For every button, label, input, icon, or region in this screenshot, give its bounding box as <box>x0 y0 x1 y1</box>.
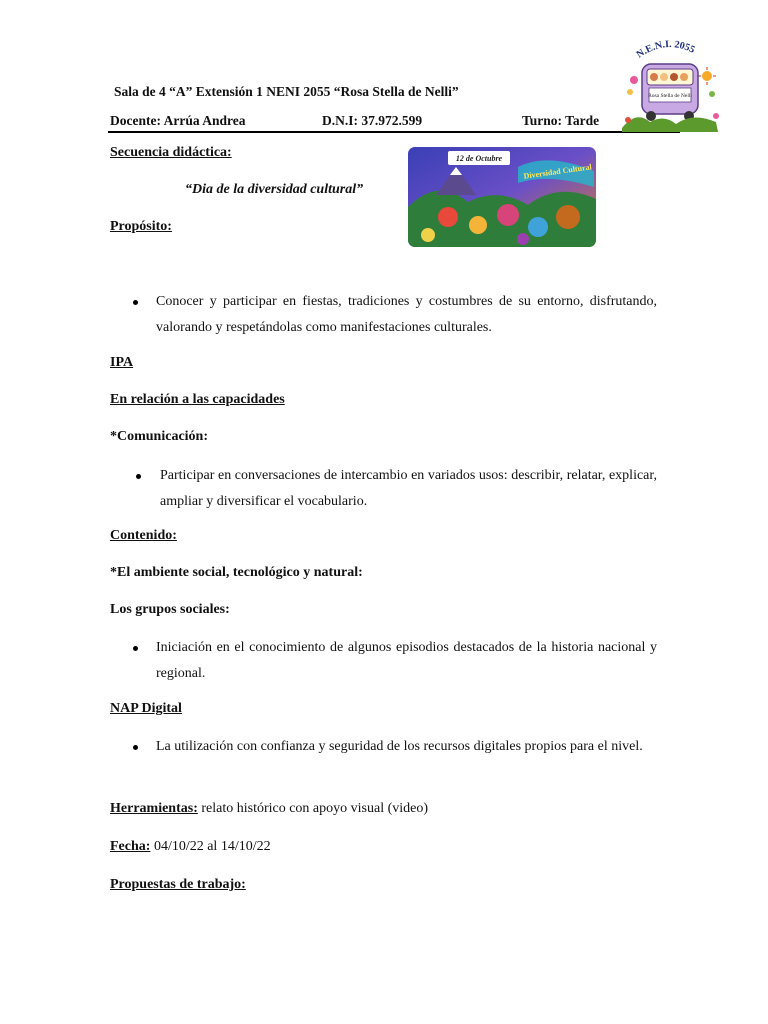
document-header-title: Sala de 4 “A” Extensión 1 NENI 2055 “Rosa Stella de Nelli” <box>114 84 459 99</box>
herramientas-label: Herramientas: <box>110 801 198 816</box>
comunicacion-label: *Comunicación: <box>110 429 208 444</box>
logo-top-text: N.E.N.I. 2055 <box>634 38 697 61</box>
secuencia-title: “Dia de la diversidad cultural” <box>185 182 364 197</box>
turno-field: Turno: Tarde <box>522 113 600 128</box>
bullet-icon <box>133 745 138 750</box>
fecha-line <box>110 839 271 855</box>
bullet-icon <box>133 300 138 305</box>
secuencia-label: Secuencia didáctica: <box>110 145 232 160</box>
herramientas-line <box>110 801 428 817</box>
docente-field: Docente: Arrúa Andrea <box>110 113 246 128</box>
propuestas-label: Propuestas de trabajo: <box>110 877 246 892</box>
nap-digital-bullet: La utilización con confianza y seguridad de los recursos digitales propios para el nivel. <box>156 739 643 754</box>
contenido-label: Contenido: <box>110 528 177 543</box>
dni-field: D.N.I: 37.972.599 <box>322 113 423 128</box>
fecha-value: 04/10/22 al 14/10/22 <box>150 839 271 854</box>
bullet-icon <box>133 646 138 651</box>
header-divider <box>108 131 680 133</box>
bullet-icon <box>136 474 141 479</box>
school-logo <box>616 36 724 132</box>
logo-sign-text: Rosa Stella de Nelli <box>648 93 692 99</box>
banner-date-text: 12 de Octubre <box>455 154 503 163</box>
nap-digital-label: NAP Digital <box>110 701 182 716</box>
proposito-label: Propósito: <box>110 219 172 234</box>
herramientas-value: relato histórico con apoyo visual (video) <box>197 801 429 816</box>
banner-caption-text: Diversidad Cultural <box>523 162 593 181</box>
fecha-label: Fecha: <box>110 839 151 854</box>
grupos-sociales-bullet: Iniciación en el conocimiento de algunos episodios destacados de la historia nacional y regional. <box>156 640 657 681</box>
capacidades-label: En relación a las capacidades <box>110 392 285 407</box>
ipa-label: IPA <box>110 355 134 370</box>
ambiente-label: *El ambiente social, tecnológico y natural: <box>110 565 363 580</box>
proposito-bullet: Conocer y participar en fiestas, tradiciones y costumbres de su entorno, disfrutando, valorando y respetándolas como manifestaciones culturales. <box>156 294 657 335</box>
svg-text:N.E.N.I. 2055 <box>635 39 697 61</box>
grupos-sociales-label: Los grupos sociales: <box>110 602 230 617</box>
diversidad-cultural-image <box>408 147 596 247</box>
comunicacion-bullet: Participar en conversaciones de intercambio en variados usos: describir, relatar, explicar, ampliar y diversificar el vocabulario. <box>160 468 657 509</box>
